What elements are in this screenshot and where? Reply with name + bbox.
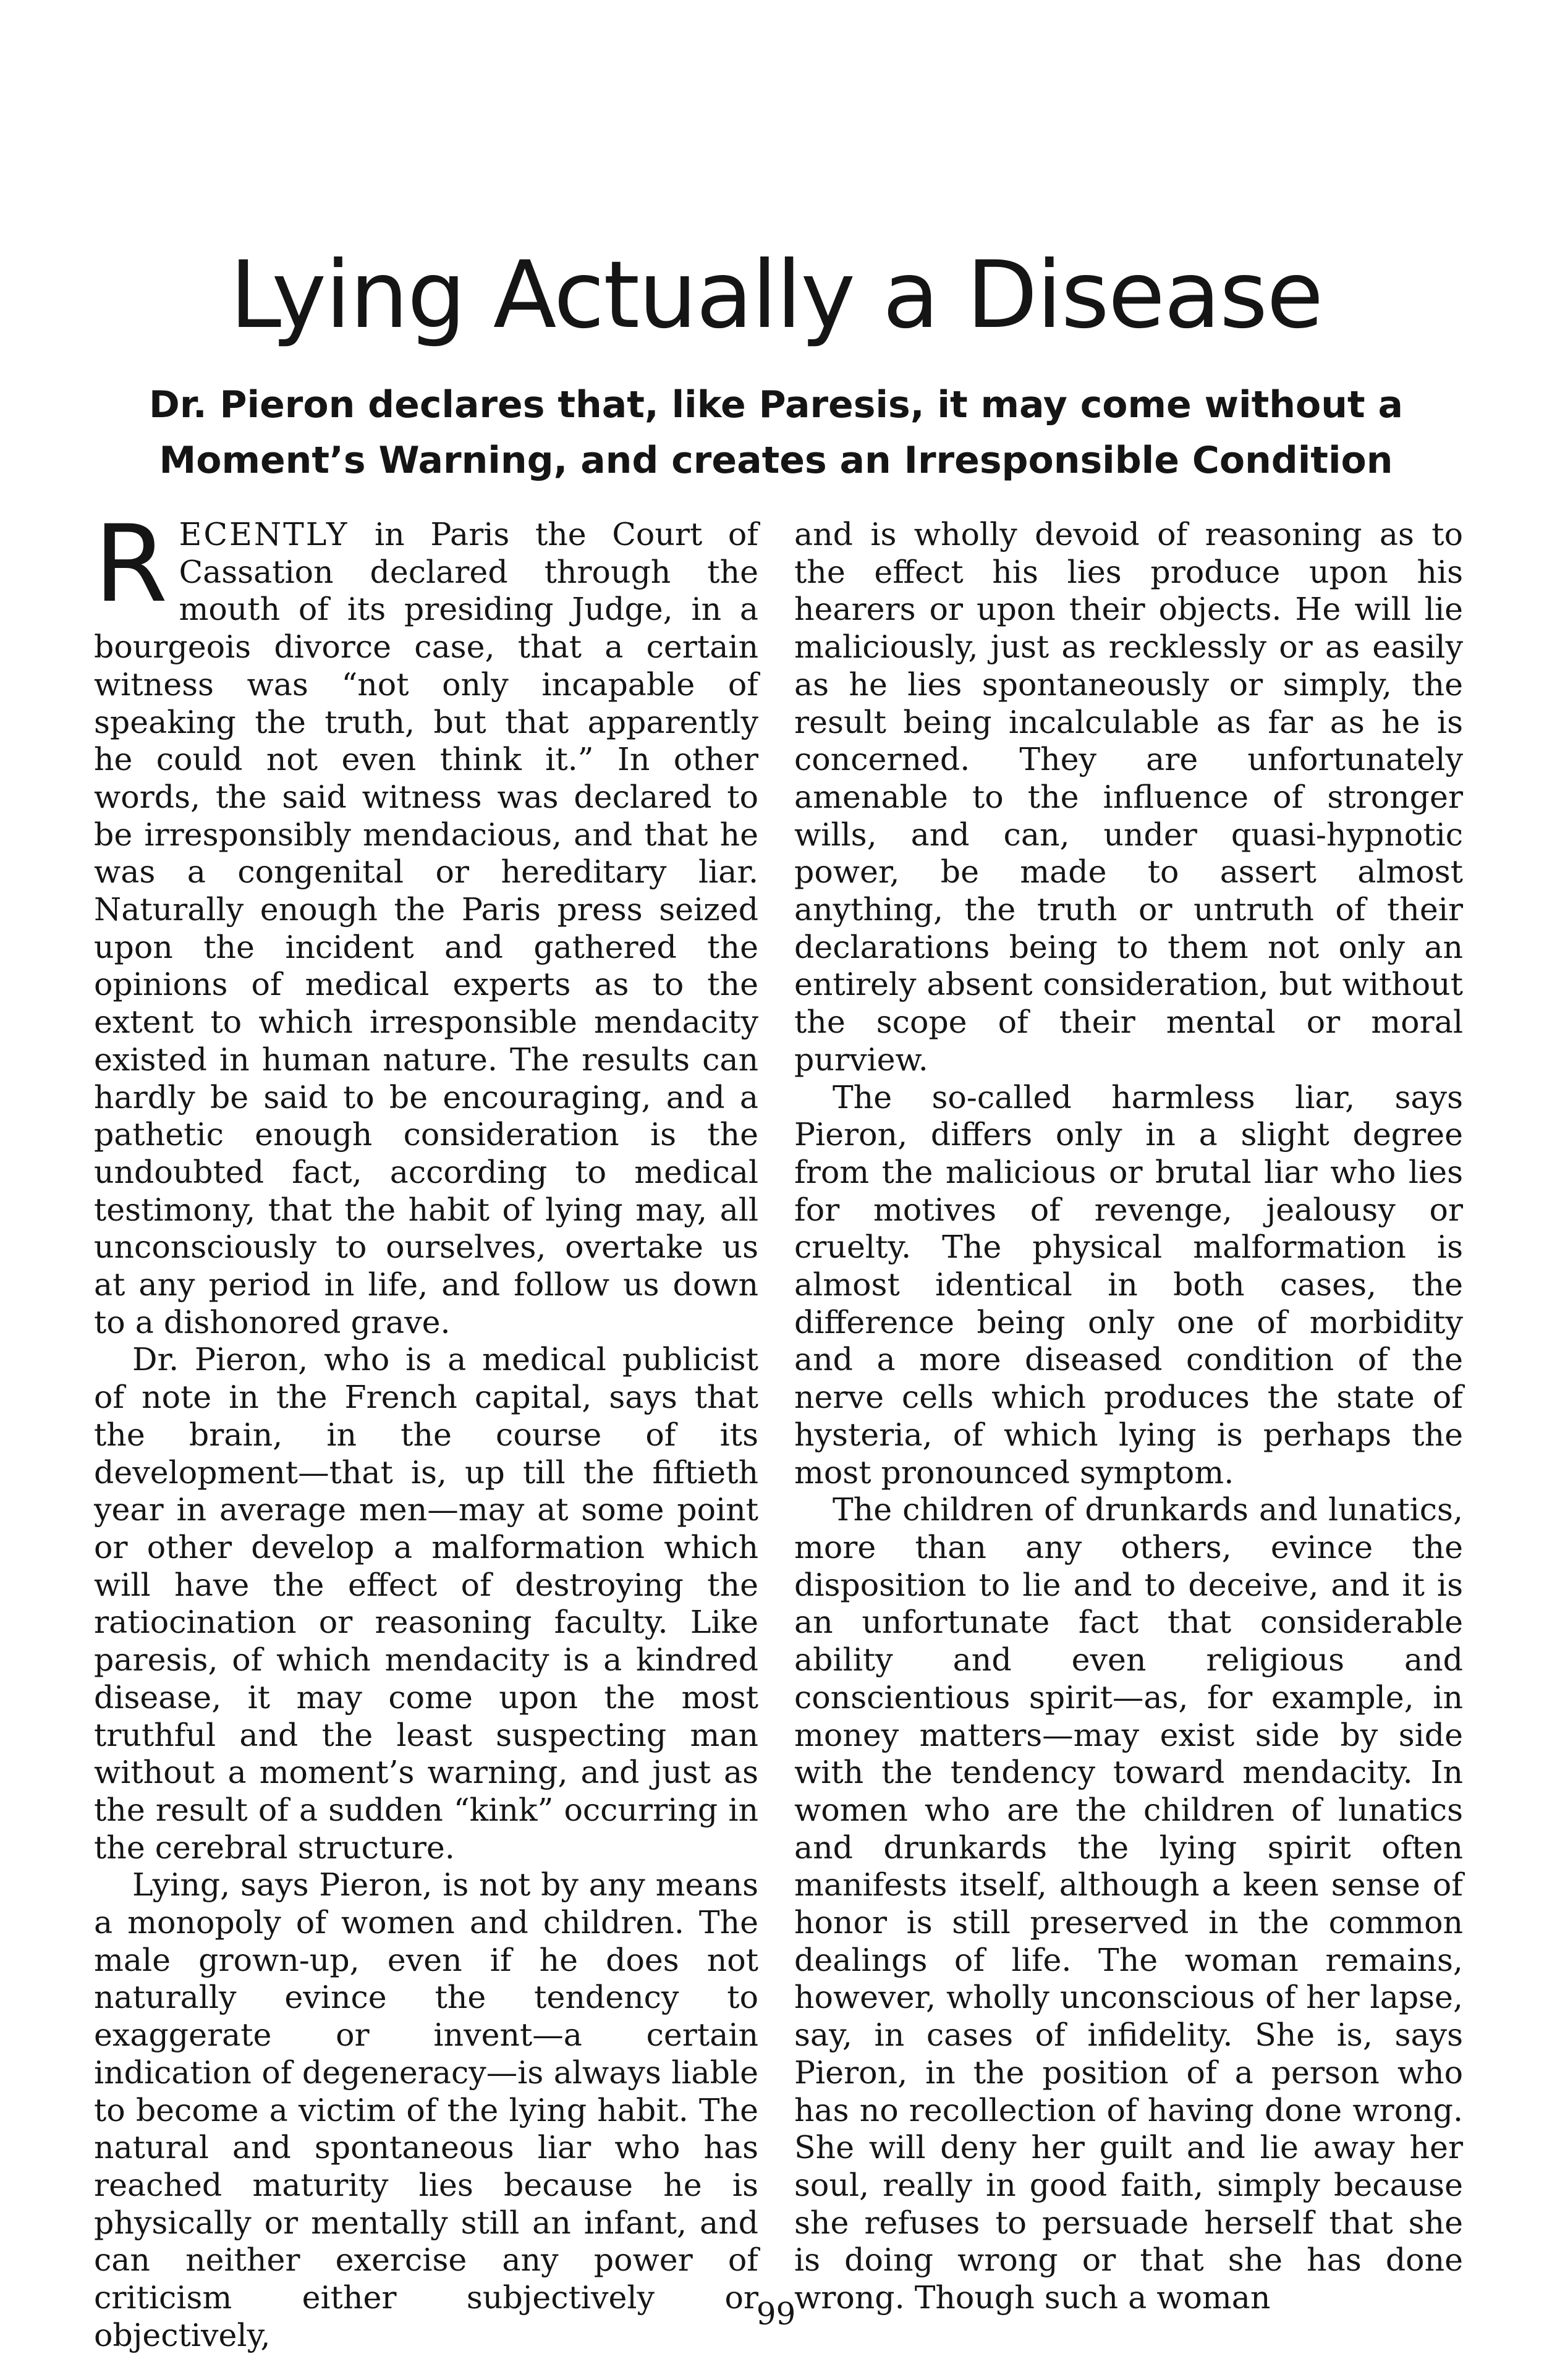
paragraph-lying-monopoly: Lying, says Pieron, is not by any means a monopoly of women and children. The male grown-up, even if he does not naturally evince the tendency to exaggerate or invent—a certain indication of degeneracy—is always liable to become a victim of the lying habit. The natural and spontaneous liar who has reached maturity lies because he is physically or mentally still an infant, and can neither exercise any power of criticism either subjectively or objectively, [94,1866,758,2353]
left-column [94,502,758,2353]
article-subtitle: Dr. Pieron declares that, like Paresis, it may come without a Moment’s Warning, and creates an Irresponsible Condition [149,383,1403,482]
drop-cap: R [94,502,168,626]
article-title: Lying Actually a Disease [229,242,1323,349]
opening-caps: ECENTLY [179,516,349,553]
right-column [794,516,1463,2321]
paragraph-pieron-brain: Dr. Pieron, who is a medical publicist of note in the French capital, says that the brain, in the course of its development—that is, up till the fiftieth year in average men—may at some point or other develop a malformation which will have the effect of destroying the ratiocination or reasoning faculty. Like paresis, of which mendacity is a kindred disease, it may come upon the most truthful and the least suspecting man without a moment’s warning, and just as the result of a sudden “kink” occurring in the cerebral structure. [94,1341,758,1866]
paragraph-harmless-liar: The so-called harmless liar, says Pieron, differs only in a slight degree from the malicious or brutal liar who lies for motives of revenge, jealousy or cruelty. The physical malformation is almost identical in both cases, the difference being only one of morbidity and a more diseased condition of the nerve cells which produces the state of hysteria, of which lying is perhaps the most pronounced symptom. [794,1078,1463,1491]
paragraph-children-of-drunkards: The children of drunkards and lunatics, more than any others, evince the disposition to lie and to deceive, and it is an unfortunate fact that considerable ability and even religious and conscientious spirit—as, for example, in money matters—may exist side by side with the tendency toward mendacity. In women who are the children of lunatics and drunkards the lying spirit often manifests itself, although a keen sense of honor is still preserved in the common dealings of life. The woman remains, however, wholly unconscious of her lapse, say, in cases of infidelity. She is, says Pieron, in the position of a person who has no recollection of having done wrong. She will deny her guilt and lie away her soul, really in good faith, simply because she refuses to persuade herself that she is doing wrong or that she has done wrong. Though such a woman [794,1491,1463,2316]
paragraph-continuation: and is wholly devoid of reasoning as to the effect his lies produce upon his hearers or upon their objects. He will lie maliciously, just as recklessly or as easily as he lies spontaneously or simply, the result being incalculable as far as he is concerned. They are unfortunately amenable to the influence of stronger wills, and can, under quasi-hypnotic power, be made to assert almost anything, the truth or untruth of their declarations being to them not only an entirely absent consideration, but without the scope of their mental or moral purview. [794,516,1463,1078]
opening-paragraph-text: in Paris the Court of Cassation declared through the mouth of its presiding Judge, in a bourgeois divorce case, that a certain witness was “not only incapable of speaking the truth, but that apparently he could not even think it.” In other words, the said witness was declared to be irresponsibly mendacious, and that he was a congenital or hereditary liar. Naturally enough the Paris press seized upon the incident and gathered the opinions of medical experts as to the extent to which irresponsible mendacity existed in human nature. The results can hardly be said to be encouraging, and a pathetic enough consideration is the undoubted fact, according to medical testimony, that the habit of lying may, all unconsciously to ourselves, overtake us at any period in life, and follow us down to a dishonored grave. [94,516,758,1340]
opening-paragraph [94,502,758,1341]
page-number: 99 [756,2296,796,2332]
